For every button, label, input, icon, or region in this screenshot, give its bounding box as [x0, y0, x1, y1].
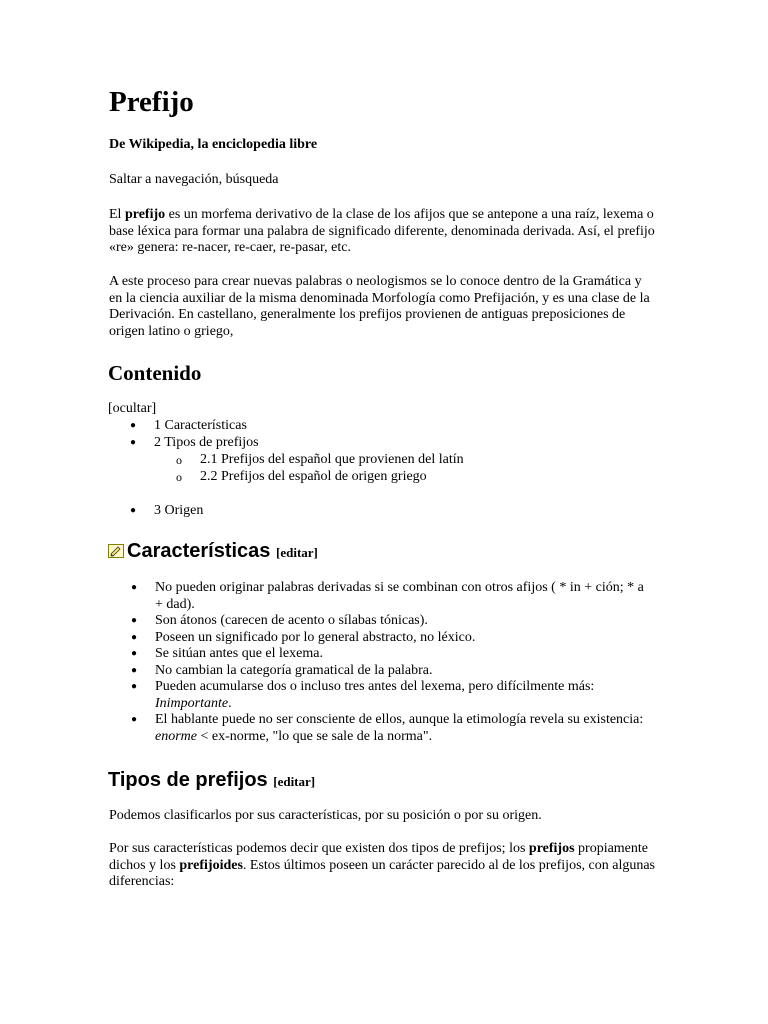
bullet-icon: ●	[131, 681, 138, 692]
toc-item-label: 1 Características	[154, 418, 247, 433]
bullet-icon: ●	[130, 420, 137, 431]
toc-spacer	[108, 486, 464, 503]
italic-example: Inimportante	[155, 695, 229, 711]
toc-toggle: [ocultar]	[108, 401, 157, 416]
toc-item	[108, 418, 464, 435]
bullet-icon: ●	[131, 615, 138, 626]
edit-link[interactable]: [editar]	[276, 545, 318, 560]
list-item	[108, 613, 648, 630]
section-heading-caracteristicas	[108, 538, 318, 566]
bullet-icon: ●	[131, 582, 138, 593]
toc-item	[108, 503, 464, 520]
toc-list	[108, 418, 464, 520]
list-item	[108, 663, 648, 680]
intro-paragraph-1	[109, 207, 657, 257]
bold-term: prefijos	[528, 841, 575, 856]
list-item-text: Se sitúan antes que el lexema.	[155, 646, 323, 661]
list-item-text: Pueden acumularse dos o incluso tres antes del lexema, pero difícilmente más:	[155, 679, 595, 694]
bullet-icon: ●	[130, 505, 137, 516]
toc-subitem	[108, 469, 464, 486]
section-heading-tipos	[108, 767, 315, 795]
toc-item-label: 3 Origen	[154, 503, 204, 518]
bullet-icon: ●	[130, 437, 137, 448]
list-item	[108, 580, 648, 613]
section-heading-label: Tipos de prefijos	[108, 769, 268, 791]
text-run: . Estos últimos poseen un carácter parecido al de los prefijos, con algunas diferencias:	[109, 857, 656, 889]
list-item-text: Poseen un significado por lo general abstracto, no léxico.	[155, 629, 476, 645]
list-item	[108, 646, 648, 663]
list-item	[108, 630, 648, 647]
toc-item-label: 2.1 Prefijos del español que provienen del latín	[200, 452, 464, 467]
page-subtitle: De Wikipedia, la enciclopedia libre	[109, 137, 318, 152]
toc-heading: Contenido	[108, 361, 202, 385]
bold-term: prefijoides	[179, 857, 243, 873]
intro-paragraph-2: A este proceso para crear nuevas palabras o neologismos se lo conoce dentro de la Gramática y en la ciencia auxiliar de la misma denominada Morfología como Prefijación, y es una clase de la Derivación. En castellano, generalmente los prefijos provienen de antiguas preposiciones de origen latino o griego,	[109, 274, 650, 339]
text-run: El	[109, 207, 125, 222]
italic-example: enorme	[155, 728, 197, 744]
caracteristicas-list	[108, 580, 648, 745]
toc-item	[108, 435, 464, 452]
list-item-text: < ex-norme, "lo que se sale de la norma".	[197, 728, 433, 744]
sub-bullet-icon: o	[176, 470, 182, 484]
text-run: es un morfema derivativo de la clase de los afijos que se antepone a una raíz, lexema o base léxica para formar una palabra de significado diferente, denominada derivada. Así, el prefijo «re» genera: re-nacer, re-caer, re-pasar, etc.	[109, 207, 655, 255]
bullet-icon: ●	[131, 648, 138, 659]
tipos-paragraph-2	[109, 841, 657, 891]
edit-pencil-icon	[108, 544, 124, 558]
list-item-text: No cambian la categoría gramatical de la palabra.	[155, 662, 433, 678]
page-title: Prefijo	[109, 86, 194, 118]
bullet-icon: ●	[131, 631, 138, 643]
sub-bullet-icon: o	[176, 453, 182, 467]
list-item-text: .	[228, 695, 232, 711]
list-item	[108, 712, 648, 745]
list-item-text: El hablante puede no ser consciente de ellos, aunque la etimología revela su existencia:	[155, 712, 644, 727]
bullet-icon: ●	[131, 714, 138, 725]
list-item-text: Son átonos (carecen de acento o sílabas tónicas).	[155, 613, 428, 628]
jump-links: Saltar a navegación, búsqueda	[109, 172, 279, 187]
tipos-paragraph-1: Podemos clasificarlos por sus características, por su posición o por su origen.	[109, 808, 542, 823]
list-item	[108, 679, 648, 712]
toc-item-label: 2 Tipos de prefijos	[154, 435, 259, 450]
list-item-text: No pueden originar palabras derivadas si se combinan con otros afijos ( * in + ción; * a + dad).	[155, 580, 644, 612]
section-heading-label: Características	[127, 540, 271, 562]
toc-item-label: 2.2 Prefijos del español de origen griego	[200, 469, 427, 484]
bullet-icon: ●	[131, 664, 138, 676]
edit-link[interactable]: [editar]	[273, 774, 316, 789]
bold-term: prefijo	[124, 207, 166, 222]
text-run: Por sus características podemos decir que existen dos tipos de prefijos; los	[109, 841, 529, 856]
text-run: propiamente dichos y los	[109, 841, 649, 873]
toc-subitem	[108, 452, 464, 469]
